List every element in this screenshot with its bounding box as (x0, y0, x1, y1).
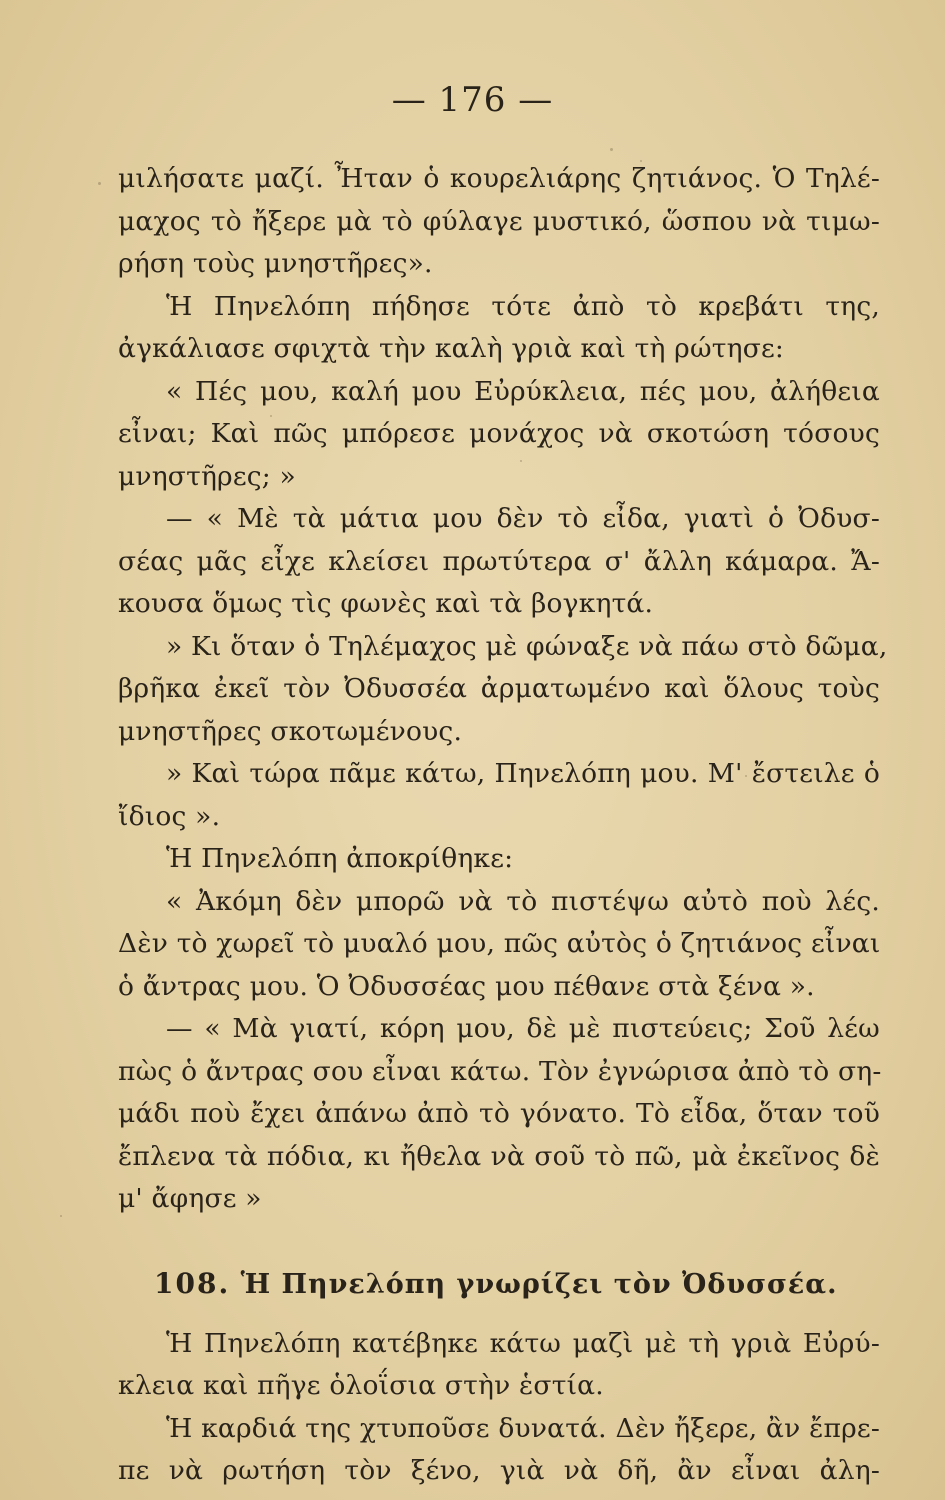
text-line: » Κι ὅταν ὁ Τηλέμαχος μὲ φώναξε νὰ πάω στὸ δῶμα, (166, 630, 888, 662)
text-line: « Πές μου, καλή μου Εὐρύκλεια, πές μου, ἀλήθεια (166, 375, 880, 407)
page-number: — 176 — (391, 80, 554, 120)
text-line: μνηστῆρες σκοτωμένους. (118, 715, 463, 747)
text-line: κλεια καὶ πῆγε ὁλοΐσια στὴν ἑστία. (118, 1370, 604, 1401)
text-line: μ' ἄφησε » (118, 1183, 262, 1214)
paper-speck (640, 160, 642, 162)
text-line: Ἡ Πηνελόπη ἀποκρίθηκε: (166, 843, 514, 874)
section-gap (118, 1221, 880, 1263)
section-number: 108. (154, 1266, 231, 1300)
paper-speck (448, 690, 451, 693)
text-line: ὁ ἄντρας μου. Ὁ Ὀδυσσέας μου πέθανε στὰ ξένα ». (118, 970, 815, 1002)
text-line: Δὲν τὸ χωρεῖ τὸ μυαλό μου, πῶς αὐτὸς ὁ ζητιάνος εἶναι (118, 928, 881, 959)
text-line: εἶναι; Καὶ πῶς μπόρεσε μονάχος νὰ σκοτώση τόσους (118, 418, 880, 449)
paper-speck (260, 1435, 262, 1437)
text-line: ἴδιος ». (118, 800, 221, 832)
text-line: » Καὶ τώρα πᾶμε κάτω, Πηνελόπη μου. Μ' ἔστειλε ὁ (166, 758, 880, 789)
paper-speck (98, 182, 101, 185)
text-line: — « Μὲ τὰ μάτια μου δὲν τὸ εἶδα, γιατὶ ὁ Ὀδυσ- (166, 503, 880, 534)
paper-speck (60, 1215, 62, 1217)
paper-speck (270, 415, 272, 417)
text-line: πὼς ὁ ἄντρας σου εἶναι κάτω. Τὸν ἐγνώρισα ἀπὸ τὸ ση- (118, 1055, 882, 1087)
text-line: κουσα ὅμως τὶς φωνὲς καὶ τὰ βογκητά. (118, 588, 654, 619)
section-title: Ἡ Πηνελόπη γνωρίζει τὸν Ὀδυσσέα. (240, 1268, 838, 1300)
text-line: μνηστῆρες; » (118, 460, 296, 492)
text-line: σέας μᾶς εἶχε κλείσει πρωτύτερα σ' ἄλλη κάμαρα. Ἄ- (118, 545, 880, 577)
paper-speck (610, 148, 613, 151)
text-line: μάδι ποὺ ἔχει ἀπάνω ἀπὸ τὸ γόνατο. Τὸ εἶδα, ὅταν τοῦ (118, 1098, 880, 1129)
text-line: μιλήσατε μαζί. Ἦταν ὁ κουρελιάρης ζητιάνος. Ὁ Τηλέ- (118, 163, 880, 194)
section-heading (118, 1263, 880, 1305)
text-line: — « Μὰ γιατί, κόρη μου, δὲ μὲ πιστεύεις; Σοῦ λέω (166, 1013, 880, 1044)
body-text (118, 158, 888, 1493)
paper-speck (745, 775, 747, 777)
text-part-1 (118, 158, 888, 1221)
text-line: ἀγκάλιασε σφιχτὰ τὴν καλὴ γριὰ καὶ τὴ ρώτησε: (118, 333, 785, 364)
text-line: πε νὰ ρωτήση τὸν ξένο, γιὰ νὰ δῆ, ἂν εἶναι ἀλη- (118, 1455, 880, 1486)
paper-speck (870, 430, 872, 432)
text-line: μαχος τὸ ἤξερε μὰ τὸ φύλαγε μυστικό, ὥσπου νὰ τιμω- (118, 205, 880, 237)
text-line: ρήση τοὺς μνηστῆρες». (118, 248, 433, 279)
text-line: Ἡ Πηνελόπη κατέβηκε κάτω μαζὶ μὲ τὴ γριὰ Εὐρύ- (166, 1327, 880, 1359)
text-part-2 (118, 1323, 880, 1493)
text-line: « Ἀκόμη δὲν μπορῶ νὰ τὸ πιστέψω αὐτὸ ποὺ λές. (166, 885, 880, 917)
paper-speck (520, 460, 522, 462)
text-line: Ἡ καρδιά της χτυποῦσε δυνατά. Δὲν ἤξερε, ἂν ἔπρε- (166, 1412, 880, 1444)
text-line: ἔπλενα τὰ πόδια, κι ἤθελα νὰ σοῦ τὸ πῶ, μὰ ἐκεῖνος δὲ (118, 1140, 880, 1172)
text-line: βρῆκα ἐκεῖ τὸν Ὀδυσσέα ἀρματωμένο καὶ ὅλους τοὺς (118, 673, 880, 704)
text-line: Ἡ Πηνελόπη πήδησε τότε ἀπὸ τὸ κρεβάτι της, (166, 290, 880, 322)
